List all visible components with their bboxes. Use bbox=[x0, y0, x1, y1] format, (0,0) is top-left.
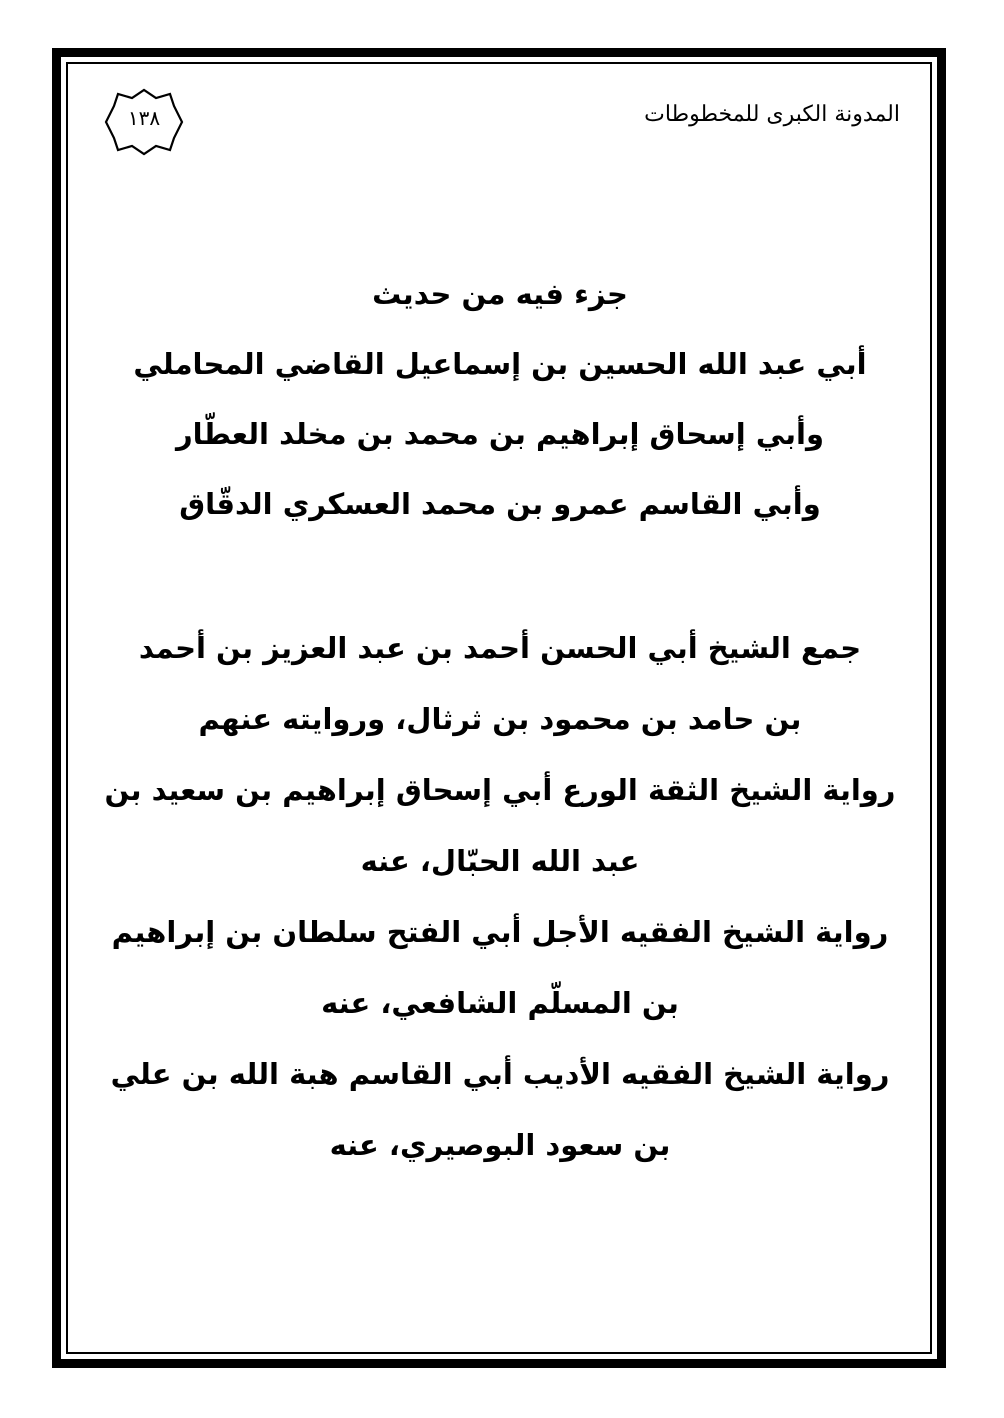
title-line: وأبي القاسم عمرو بن محمد العسكري الدقّاق bbox=[179, 487, 821, 521]
chain-line: عبد الله الحبّال، عنه bbox=[360, 844, 640, 878]
title-line: جزء فيه من حديث bbox=[372, 277, 628, 311]
book-title-header: المدونة الكبرى للمخطوطات bbox=[644, 102, 900, 127]
chain-line: بن حامد بن محمود بن ثرثال، وروايته عنهم bbox=[198, 702, 802, 736]
chain-line: بن المسلّم الشافعي، عنه bbox=[321, 986, 679, 1020]
chain-line: رواية الشيخ الفقيه الأجل أبي الفتح سلطان بن إبراهيم bbox=[111, 915, 889, 949]
transmission-chain bbox=[100, 626, 900, 1194]
page-number-badge bbox=[88, 88, 200, 156]
chain-line: بن سعود البوصيري، عنه bbox=[329, 1128, 671, 1162]
title-line: وأبي إسحاق إبراهيم بن محمد بن مخلد العطّار bbox=[175, 417, 825, 451]
work-title bbox=[100, 272, 900, 552]
page-number: ١٣٨ bbox=[127, 106, 161, 130]
title-line: أبي عبد الله الحسين بن إسماعيل القاضي المحاملي bbox=[133, 347, 867, 381]
chain-line: جمع الشيخ أبي الحسن أحمد بن عبد العزيز بن أحمد bbox=[138, 631, 862, 665]
chain-line: رواية الشيخ الثقة الورع أبي إسحاق إبراهيم بن سعيد بن bbox=[104, 773, 896, 807]
chain-line: رواية الشيخ الفقيه الأديب أبي القاسم هبة الله بن علي bbox=[110, 1057, 890, 1091]
